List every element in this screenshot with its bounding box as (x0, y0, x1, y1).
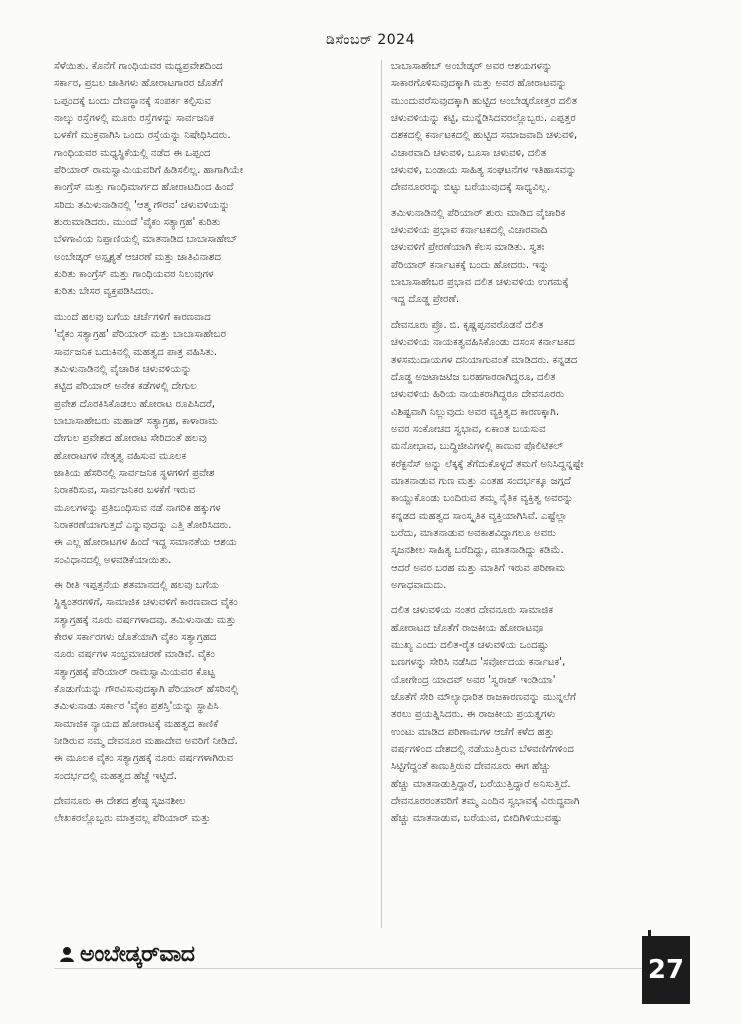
text-line: ಚಳುವಳಿಯ ಹಿರಿಯ ನಾಯಕರಾಗಿದ್ದರೂ ದೇವನೂರರು (391, 389, 565, 401)
text-line: ಗಾಂಧಿಯವರ ಮಧ್ಯಸ್ಥಿಕೆಯಲ್ಲಿ ನಡೆದ ಈ ಒಪ್ಪಂದ (54, 147, 211, 159)
paragraph (54, 58, 370, 301)
text-line: ಸಂವಿಧಾನದಲ್ಲಿ ಅಳವಡಿಕೆಯಾಯಿತು. (54, 554, 172, 566)
text-line: ಪ್ರವೇಶ ದೊರಕಿಸಿಕೊಡಲು ಹೋರಾಟ ರೂಪಿಸಿದರೆ, (54, 398, 216, 410)
text-line: ಯೋಗೇಂದ್ರ ಯಾದವ್ ಅವರ 'ಸ್ವರಾಜ್ ಇಂಡಿಯಾ' (391, 674, 556, 686)
text-line: ತರಲು ಪ್ರಯತ್ನಿಸಿದರು. ಈ ರಾಜಕೀಯ ಪ್ರಯತ್ನಗಳು (391, 709, 556, 721)
text-line: ಸರಿದು ತಮಿಳುನಾಡಿನಲ್ಲಿ 'ಆತ್ಮ ಗೌರವ' ಚಳುವಳಿಯನ್ನು (54, 199, 230, 211)
text-line: ನೀಡಿರುವ ನಮ್ಮ ದೇವನೂರ ಮಹಾದೇವ ಅವರಿಗೆ ನೀಡಿದೆ. (54, 736, 238, 748)
text-line: ಮೂಲಗಳನ್ನು ಪ್ರತಿಬಂಧಿಸುವ ನಡೆ ನಾಗರಿಕ ಹಕ್ಕುಗಳ (54, 502, 221, 514)
text-line: ದೇಗುಲ ಪ್ರವೇಶದ ಹೋರಾಟ ಸೇರಿದಂತೆ ಹಲವು (54, 433, 207, 445)
paragraph (391, 58, 699, 197)
text-line: ತಮಿಳುನಾಡು ಸರ್ಕಾರ 'ವೈಕಂ ಪ್ರಶಸ್ತಿ'ಯನ್ನು ಸ್ಥಾಪಿಸಿ (54, 701, 219, 713)
text-line: ಕೊಡುಗೆಯನ್ನು ಗೌರವಿಸುವುದಕ್ಕಾಗಿ ಪೆರಿಯಾರ್ ಹೆಸರಿನಲ್ಲಿ (54, 684, 239, 696)
text-line: ಕಾಯ್ದುಕೊಂಡು ಬಂದಿರುವ ತಮ್ಮ ನೈತಿಕ ವ್ಯಕ್ತಿತ್ವ ಅವರನ್ನು (391, 493, 574, 505)
paragraph (54, 577, 370, 785)
text-line: ಪೆರಿಯಾರ್ ಕರ್ನಾಟಕಕ್ಕೆ ಬಂದು ಹೋದರು. ಇನ್ನು (391, 259, 550, 271)
text-line: ದೇವನೂರು ಪ್ರೊ. ಬಿ. ಕೃಷ್ಣಪ್ಪನವರೊಡನೆ ದಲಿತ (391, 319, 544, 331)
text-line: ಚಳುವಳಿಯ ನಾಯಕತ್ವವಹಿಸಿಕೊಂಡು ದಸಂಸ ಕರ್ನಾಟಕದ (391, 337, 575, 349)
text-line: ಸೆಳೆಯಿತು. ಕೊನೆಗೆ ಗಾಂಧಿಯವರ ಮಧ್ಯಪ್ರವೇಶದಿಂದ (54, 61, 223, 72)
text-line: ಹೆಚ್ಚು ಮಾತನಾಡುತ್ತಿದ್ದಾರೆ, ಬರೆಯುತ್ತಿದ್ದಾರೆ ಅನಿಸುತ್ತಿದೆ. (391, 778, 571, 790)
text-line: ಶುರುಮಾಡಿದರು. ಮುಂದೆ 'ವೈಕಂ ಸತ್ಯಾಗ್ರಹ' ಕುರಿತು (54, 217, 221, 229)
text-line: ವಿಚಾರವಾದಿ ಚಳುವಳಿ, ಬೂಸಾ ಚಳುವಳಿ, ದಲಿತ (391, 147, 547, 159)
text-line: ಉಂಟು ಮಾಡಿದ ಪರಿಣಾಮಗಳ ಆಚೆಗೆ ಕಳೆದ ಹತ್ತು (391, 726, 555, 738)
text-line: ಬಳಕೆಗೆ ಮುಕ್ತವಾಗಿಸಿ ಒಂದು ರಸ್ತೆಯನ್ನು ನಿಷೇಧಿಸಿದರು. (54, 130, 231, 142)
text-line: ನಾಲ್ಕು ರಸ್ತೆಗಳಲ್ಲಿ ಮೂರು ರಸ್ತೆಗಳನ್ನು ಸಾರ್ವಜನಿಕ (54, 113, 214, 125)
text-line: ಬರೆದು, ಮಾತನಾಡುವ ಅವಕಾಶವಿದ್ದಾಗಲೂ ಅವರು (391, 527, 556, 539)
paragraph-gap (391, 197, 699, 205)
left-column (54, 58, 370, 828)
paragraph-gap (54, 785, 370, 793)
text-line: ಸತ್ಯಾಗ್ರಹಕ್ಕೆ ನೂರು ವರ್ಷಗಳಾದವು. ತಮಿಳುನಾಡು ಮತ್ತು (54, 614, 237, 626)
paragraph-gap (54, 301, 370, 309)
text-line: ಸೃಜನಶೀಲ ಸಾಹಿತ್ಯ ಬರೆದಿದ್ದು, ಮಾತನಾಡಿದ್ದು ಕಡಿಮೆ. (391, 545, 564, 557)
text-line: ಜಾತಿಯ ಹೆಸರಿನಲ್ಲಿ ಸಾರ್ವಜನಿಕ ಸ್ಥಳಗಳಿಗೆ ಪ್ರವೇಶ (54, 467, 215, 479)
text-line: ಸಂದರ್ಭದಲ್ಲಿ ಮಹತ್ವದ ಹೆಜ್ಜೆ ಇಟ್ಟಿದೆ. (54, 770, 177, 782)
text-line: ಕುರಿತು ಕಾಂಗ್ರೆಸ್ ಮತ್ತು ಗಾಂಧಿಯವರ ನಿಲುವುಗಳ (54, 269, 214, 281)
text-line: ಮನೋಭಾವ, ಬುದ್ಧಿಜೀವಿಗಳಲ್ಲಿ ಕಾಣುವ ಪೊಲಿಟಿಕಲ್ (391, 441, 564, 453)
paragraph-gap (391, 309, 699, 317)
text-line: ಮುಂದೆ ಹಲವು ಬಗೆಯ ಚರ್ಚೆಗಳಿಗೆ ಕಾರಣವಾದ (54, 311, 211, 323)
text-line: ಹೋರಾಟಗಳ ನೇತೃತ್ವ ವಹಿಸುವ ಮೂಲಕ (54, 450, 187, 462)
text-line: ದೇವನೂರು ಈ ದೇಶದ ಶ್ರೇಷ್ಠ ಸೃಜನಶೀಲ (54, 796, 186, 808)
text-line: ಮಾತನಾಡುವ ಗುಣ ಮತ್ತು ಎಂತಹ ಸಂದರ್ಭಕ್ಕೂ ಜಗ್ಗದೆ (391, 475, 571, 487)
paragraph (391, 602, 699, 827)
text-line: ನಿರಾಕರಣೆಯಾಗುತ್ತದೆ ಎನ್ನುವುದನ್ನು ಎತ್ತಿ ತೋರಿಸಿದರು. (54, 519, 232, 531)
paragraph-gap (391, 594, 699, 602)
text-line: ನೂರು ವರ್ಷಗಳ ಸಂಭ್ರಮಾಚರಣೆ ಮಾಡಿವೆ. ವೈಕಂ (54, 649, 215, 661)
right-column (391, 58, 699, 828)
text-line: ಬೆಳಗಾವಿಯ ನಿಪ್ಪಾಣಿಯಲ್ಲಿ ಮಾತನಾಡಿದ ಬಾಬಾಸಾಹೇಬ್ (54, 234, 238, 246)
paragraph (54, 309, 370, 569)
text-line: ಬಾಬಾಸಾಹೇಬರ ಪ್ರಭಾವ ದಲಿತ ಚಳುವಳಿಯ ಉಗಮಕ್ಕೆ (391, 277, 569, 289)
text-line: ಅಗಾಧವಾದುದು. (391, 579, 447, 591)
text-line: ಈ ರೀತಿ ಇಪ್ಪತ್ತನೆಯ ಶತಮಾನದಲ್ಲಿ ಹಲವು ಬಗೆಯ (54, 579, 220, 591)
text-line: ಹೋರಾಟದ ಜೊತೆಗೆ ರಾಜಕೀಯ ಹೋರಾಟವೂ (391, 622, 544, 634)
text-line: ತಮಿಳುನಾಡಿನಲ್ಲಿ ವೈಚಾರಿಕ ಚಳುವಳಿಯನ್ನು (54, 363, 192, 375)
text-line: ಸಿಟ್ಟಿಗೆದ್ದಂತೆ ಕಾಣುತ್ತಿರುವ ದೇವನೂರು ಈಗ ಹೆಚ್ಚು (391, 761, 551, 773)
paragraph (391, 205, 699, 309)
text-line: ದಶಕದಲ್ಲಿ ಕರ್ನಾಟಕದಲ್ಲಿ ಹುಟ್ಟಿದ ಸಮಾಜವಾದಿ ಚಳುವಳಿ, (391, 130, 578, 142)
text-line: ವರ್ಷಗಳಿಂದ ದೇಶದಲ್ಲಿ ನಡೆಯುತ್ತಿರುವ ಬೆಳವಣಿಗೆಗಳಿಂದ (391, 744, 574, 756)
text-line: ಒಪ್ಪಂದಕ್ಕೆ ಬಂದು ದೇವಸ್ಥಾನಕ್ಕೆ ಸಂಪರ್ಕ ಕಲ್ಪಿಸುವ (54, 95, 211, 107)
text-line: ಲೇಖಕರಲ್ಲೊಬ್ಬರು ಮಾತ್ರವಲ್ಲ ಪೆರಿಯಾರ್ ಮತ್ತು (54, 813, 211, 825)
footer-rule (54, 968, 648, 969)
text-line: ದೇವನೂರರಂತವರಿಗೆ ತಮ್ಮ ಎಂದಿನ ಸ್ವಭಾವಕ್ಕೆ ವಿರುದ್ಧವಾಗಿ (391, 796, 580, 808)
text-line: ಸಾಕಾರಗೊಳಿಸುವುದಕ್ಕಾಗಿ ಮತ್ತು ಅವರ ಹೋರಾಟವನ್ನು (391, 78, 567, 90)
text-line: ಅವರ ಸಂಕೋಚದ ಸ್ವಭಾವ, ಏಕಾಂತ ಬಯಸುವ (391, 423, 546, 435)
text-line: ತಮಿಳುನಾಡಿನಲ್ಲಿ ಪೆರಿಯಾರ್ ಶುರು ಮಾಡಿದ ವೈಚಾರಿಕ (391, 207, 566, 219)
text-line: ಬಾಬಾಸಾಹೇಬ್ ಅಂಬೇಡ್ಕರ್ ಅವರ ಆಶಯಗಳನ್ನು (391, 61, 553, 72)
text-line: ಕಾಂಗ್ರೆಸ್ ಮತ್ತು ಗಾಂಧಿಮಾರ್ಗದ ಹೋರಾಟದಿಂದ ಹಿಂದೆ (54, 182, 234, 194)
text-line: ಈ ಎಲ್ಲ ಹೋರಾಟಗಳ ಹಿಂದೆ ಇದ್ದ ಸಮಾನತೆಯ ಆಶಯ (54, 537, 237, 549)
text-line: ವಿಶಿಷ್ಟವಾಗಿ ನಿಲ್ಲುವುದು ಅವರ ವ್ಯಕ್ತಿತ್ವದ ಕಾರಣಕ್ಕಾಗಿ. (391, 406, 560, 418)
text-line: ತಳಸಮುದಾಯಗಳ ದನಿಯಾಗುವಂತೆ ಮಾಡಿದರು. ಕನ್ನಡದ (391, 354, 578, 366)
text-line: ಕನ್ನಡದ ಮಹತ್ವದ ಸಾಂಸ್ಕೃತಿಕ ವ್ಯಕ್ತಿಯಾಗಿಸಿವೆ. ಎಷ್ಟೆಲ್ಲಾ (391, 510, 568, 522)
text-line: ಸ್ಥಿತ್ಯಂತರಗಳಿಗೆ, ಸಾಮಾಜಿಕ ಚಳುವಳಿಗೆ ಕಾರಣವಾದ ವೈಕಂ (54, 597, 238, 609)
text-line: ಕರೆಕ್ಟನೆಸ್ ಅನ್ನು ಲೆಕ್ಕಕ್ಕೆ ತೆಗೆದುಕೊಳ್ಳದೆ ತಮಗೆ ಅನಿಸಿದ್ದನ್ನಷ್ಟೇ (391, 458, 584, 470)
text-line: ಕುರಿತು ಬೇಸರ ವ್ಯಕ್ತಪಡಿಸಿದರು. (54, 286, 154, 298)
text-line: ಬಾಬಾಸಾಹೇಬರು ಮಹಾಡ್ ಸತ್ಯಾಗ್ರಹ, ಕಾಳಾರಾಮ (54, 415, 218, 427)
text-line: ಜೊತೆಗೆ ಸೇರಿ ಮೌಲ್ಯಾಧಾರಿತ ರಾಜಕಾರಣವನ್ನು ಮುನ್ನಲೆಗೆ (391, 692, 576, 704)
text-line: ಸಾಮಾಜಿಕ ನ್ಯಾಯದ ಹೋರಾಟಕ್ಕೆ ಮಹತ್ವದ ಕಾಣಿಕೆ (54, 718, 219, 730)
text-line: ಮುಂದುವರೆಸುವುದಕ್ಕಾಗಿ ಹುಟ್ಟಿದ ಅಂಬೇಡ್ಕರೋತ್ತರ ದಲಿತ (391, 95, 578, 107)
logo-text: ಅಂಬೇಡ್ಕರ್‌ವಾದ (80, 942, 195, 967)
text-line: ಚಳುವಳಿಯ ಪ್ರಭಾವ ಕರ್ನಾಟಕದಲ್ಲಿ ವಿಚಾರವಾದಿ (391, 225, 548, 237)
text-line: ಅಂಬೇಡ್ಕರ್ ಅಸ್ಪೃಶ್ಯತೆ ಆಚರಣೆ ಮತ್ತು ಜಾತಿವಿನಾಶದ (54, 251, 222, 263)
text-line: ಕಟ್ಟಿದ ಪೆರಿಯಾರ್ ಅನೇಕ ಕಡೆಗಳಲ್ಲಿ ದೇಗುಲ (54, 381, 197, 393)
text-line: ಬಣಗಳನ್ನು ಸೇರಿಸಿ ನಡೆಸಿದ 'ಸರ್ವೋದಯ ಕರ್ನಾಟಕ', (391, 657, 566, 669)
text-line: ದೇವನೂರರನ್ನು ಬಿಟ್ಟು ಬರೆಯುವುದಕ್ಕೆ ಸಾಧ್ಯವಿಲ್ಲ. (391, 182, 550, 194)
paragraph-gap (54, 569, 370, 577)
text-line: 'ವೈಕಂ ಸತ್ಯಾಗ್ರಹ' ಪೆರಿಯಾರ್ ಮತ್ತು ಬಾಬಾಸಾಹೇಬರ (54, 329, 226, 341)
paragraph (391, 317, 699, 595)
text-line: ಸರ್ಕಾರ, ಪ್ರಬಲ ಜಾತಿಗಳು ಹೋರಾಟಗಾರರ ಜೊತೆಗೆ (54, 78, 223, 90)
page-number: 27 (642, 936, 690, 1004)
text-line: ಇದ್ದ ದೊಡ್ಡ ಪ್ರೇರಣೆ. (391, 294, 460, 306)
page-header-date: ಡಿಸೆಂಬರ್ 2024 (325, 32, 415, 48)
text-line: ಚಳುವಳಿಯನ್ನು ಕಟ್ಟಿ, ಮುನ್ನೆಡಿಸಿದವರಲ್ಲೊಬ್ಬರು. ಎಪ್ಪತ್ತರ (391, 113, 576, 125)
text-line: ಆದರೆ ಅವರ ಬರಹ ಮತ್ತು ಮಾತಿಗೆ ಇರುವ ಪರಿಣಾಮ (391, 562, 566, 574)
text-line: ದೊಡ್ಡ ಅಜಟಾಜಟಿಜ ಬರಹಗಾರರಾಗಿದ್ದರೂ, ದಲಿತ (391, 371, 556, 383)
column-divider (381, 60, 382, 928)
text-line: ಸಾರ್ವಜನಿಕ ಬದುಕಿನಲ್ಲಿ ಮಹತ್ವದ ಪಾತ್ರ ವಹಿಸಿತು. (54, 346, 218, 358)
text-line: ಪೆರಿಯಾರ್ ರಾಮಸ್ವಾಮಿಯವರಿಗೆ ಹಿಡಿಸಲಿಲ್ಲ. ಹಾಗಾಗಿಯೇ (54, 165, 244, 177)
text-line: ನಿರಾಕರಿಸುವ, ಸಾರ್ವಜನಿಕರ ಬಳಕೆಗೆ ಇರುವ (54, 485, 196, 497)
text-line: ಹೆಚ್ಚು ಮಾತನಾಡುವ, ಬರೆಯುವ, ಬೀದಿಗಿಳಿಯುವಷ್ಟು (391, 813, 563, 825)
text-line: ಮುಖ್ಯ ಎಂದು ದಲಿತ-ರೈತ ಚಳುವಳಿಯ ಒಂದಷ್ಟು (391, 640, 549, 651)
text-line: ದಲಿತ ಚಳುವಳಿಯ ನಂತರ ದೇವನೂರು ಸಾಮಾಜಿಕ (391, 605, 554, 617)
text-line: ಚಳುವಳಿಗೆ ಪ್ರೇರಣೆಯಾಗಿ ಕೆಲಸ ಮಾಡಿತು. ಸ್ವತಃ (391, 242, 545, 254)
portrait-icon (58, 945, 76, 963)
text-line: ಚಳುವಳಿ, ಬಂಡಾಯ ಸಾಹಿತ್ಯ ಸಂಘಟನೆಗಳ ಇತಿಹಾಸವನ್ನು (391, 165, 577, 177)
text-line: ಈ ಮೂಲಕ ವೈಕಂ ಸತ್ಯಾಗ್ರಹಕ್ಕೆ ನೂರು ವರ್ಷಗಳಾಗಿರುವ (54, 753, 234, 765)
text-line: ಸತ್ಯಾಗ್ರಹಕ್ಕೆ ಪೆರಿಯಾರ್ ರಾಮಸ್ವಾಮಿಯವರ ಕೊಟ್ಟ (54, 666, 215, 678)
magazine-logo (58, 942, 194, 967)
paragraph (54, 793, 370, 828)
text-line: ಕೇರಳ ಸರ್ಕಾರಗಳು ಜೊತೆಯಾಗಿ ವೈಕಂ ಸತ್ಯಾಗ್ರಹದ (54, 632, 217, 643)
